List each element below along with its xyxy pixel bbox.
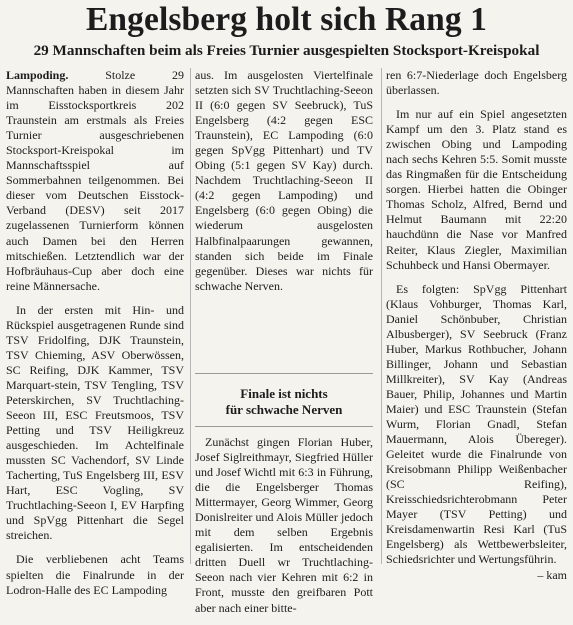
paragraph-lead bbox=[6, 68, 184, 294]
article-column-1 bbox=[6, 68, 184, 607]
paragraph: Im nur auf ein Spiel angesetzten Kampf um den 3. Platz stand es zwischen Obing und Lampoding nach sechs Kehren 5:5. Somit musste das Ringmaßen für die Entscheidung sorgen. Hierbei hatten die Obinger Thomas Scholz, Alfred, Bernd und Helmut Baumann mit 22:20 hauchdünn die Nase vor Manfred Reiter, Klaus Ziegler, Maximilian Schuhbeck und Hansi Obermayer. bbox=[386, 107, 567, 272]
paragraph: aus. Im ausgelosten Viertelfinale setzten sich SV Truchtlaching-Seeon II (6:0 gegen SV Seebruck), TuS Engelsberg (4:2 gegen ESC Traunstein), EC Lampoding (6:0 gegen SpVgg Pittenhart) und TV Obing (5:1 gegen SV Kay) durch. Nachdem Truchtlaching-Seeon II (4:2 gegen Lampoding) und Engelsberg (6:0 gegen Obing) die wiederum ausgelosten Halbfinalpaarungen gewannen, standen sich beide im Finale gegenüber. Dieses war nichts für schwache Nerven. bbox=[195, 68, 373, 293]
paragraph-text: Stolze 29 Mannschaften haben in diesem Jahr im Eisstocksportkreis 202 Traunstein am erstmals als Freies Turnier ausgeschriebenen Stocksport-Kreispokal im Mannschaftsspiel auf Sommerbahnen teilgenommen. Bei dieser vom Deutschen Eisstock-Verband (DESV) seit 2017 zugelassenen Turnierform können auch Damen bei den Herren mitschießen. Letztendlich war der Hofbräuhaus-Cup aber doch eine reine Männersache. bbox=[6, 68, 185, 293]
interhead bbox=[195, 386, 373, 418]
paragraph: ren 6:7-Niederlage doch Engelsberg überlassen. bbox=[386, 68, 567, 98]
paragraph-final bbox=[386, 281, 567, 582]
author-signature: – kam bbox=[537, 567, 567, 582]
article-column-3 bbox=[386, 68, 567, 583]
paragraph: Zunächst gingen Florian Huber, Josef Siglreithmayr, Siegfried Hüller und Josef Wichtl mit 6:3 in Führung, die die Engelsberger Thomas Mittermayer, Georg Wimmer, Georg Donislreiter und Alois Müller jedoch mit dem selben Ergebnis egalisierten. Im entscheidenden dritten Duell wr Truchtlaching-Seeon nach vier Kehren mit 6:2 in Front, musste den greifbaren Pott aber nach einer bitte- bbox=[195, 435, 373, 615]
paragraph: Die verbliebenen acht Teams spielten die Finalrunde in der Lodron-Halle des EC Lampoding bbox=[6, 552, 184, 597]
article-column-2-continued bbox=[195, 435, 373, 625]
interhead-rule-top bbox=[195, 373, 373, 374]
column-divider-left bbox=[190, 68, 191, 564]
interhead-rule-bottom bbox=[195, 426, 373, 427]
paragraph: In der ersten mit Hin- und Rückspiel ausgetragenen Runde sind TSV Fridolfing, DJK Traunstein, TSV Chieming, ASV Oberwössen, SC Reifing, DJK Kammer, TSV Marquart-stein, TSV Tengling, TSV Peterskirchen, SV Truchtlaching-Seeon III, ESC Freutsmoos, TSV Petting und TSV Heiligkreuz ausgeschieden. Im Achtelfinale mussten SC Vachendorf, SV Linde Tacherting, TuS Engelsberg III, ESV Hart, ESC Vogling, SV Truchtlaching-Seeon I, EV Harpfing und SpVgg Pittenhart die Segel streichen. bbox=[6, 302, 184, 543]
interhead-line: Finale ist nichts bbox=[240, 386, 328, 401]
column-divider-right bbox=[381, 68, 382, 564]
interhead-line: für schwache Nerven bbox=[225, 402, 343, 417]
headline: Engelsberg holt sich Rang 1 bbox=[85, 1, 488, 38]
article-column-2 bbox=[195, 68, 373, 303]
subheadline: 29 Mannschaften beim als Freies Turnier ausgespielten Stocksport-Kreispokal bbox=[33, 42, 540, 59]
paragraph-text: Es folgten: SpVgg Pittenhart (Klaus Vohburger, Thomas Karl, Daniel Schönbuber, Christian Albusberger), SV Seebruck (Franz Huber, Markus Rothbucher, Johann Billinger, Johann und Sebastian Millkreiter), SV Kay (Andreas Bauer, Philip, Johannes und Martin Maier) und ESC Traunstein (Stefan Wurm, Florian Gnadl, Stefan Mauermann, Alois Übereger). Geleitet wurde die Finalrunde von Kreisobmann Philipp Weißenbacher (SC Reifing), Kreisschiedsrichterobmann Peter Mayer (TSV Petting) und Kreisdamenwartin Resi Karl (TuS Engelsberg) als Wettbewerbsleiter, Schiedsrichter und Wertungsführin. bbox=[386, 281, 567, 567]
dateline-location: Lampoding. bbox=[6, 68, 69, 82]
